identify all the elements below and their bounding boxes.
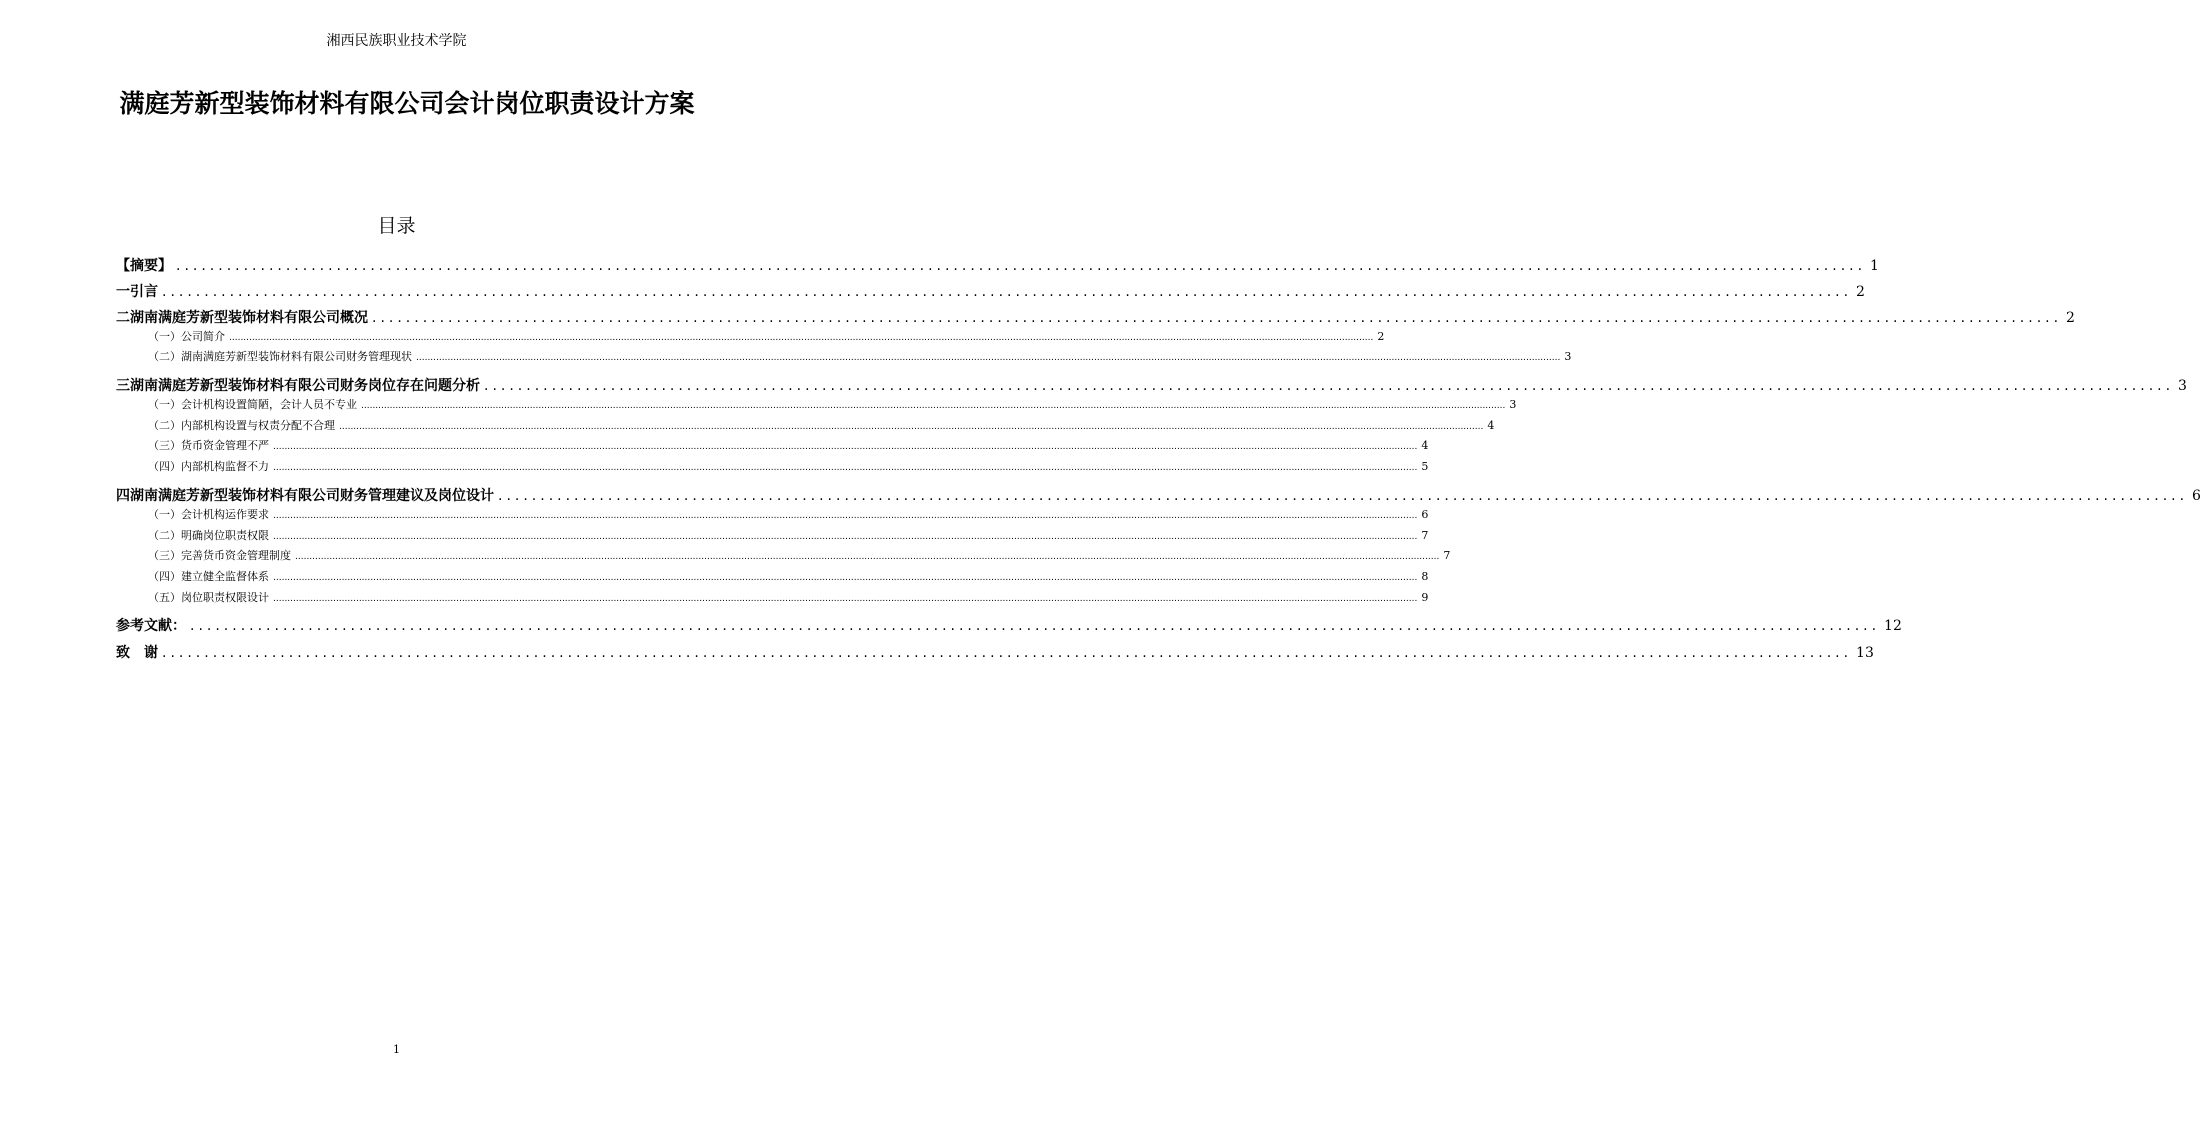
toc-entry-page: 5 (1421, 460, 1429, 473)
toc-entry[interactable] (148, 396, 1517, 412)
toc-entry-label: （一）会计机构设置简陋，会计人员不专业 (148, 398, 357, 411)
toc-leader-dots: ................................................................................................................................................................................................................................................................................................................................................................................................................ (416, 353, 1561, 363)
toc-entry-page: 3 (1564, 350, 1572, 363)
toc-entry-page: 4 (1421, 439, 1429, 452)
toc-leader-dots: ........................................................................................................................................................................................................ (372, 310, 2063, 326)
toc-entry-label: （二）内部机构设置与权责分配不合理 (148, 419, 335, 432)
toc-leader-dots: ................................................................................................................................................................................................................................................................................................................................................................................................................ (273, 532, 1418, 542)
toc-entry-page: 6 (2192, 488, 2201, 504)
toc-leader-dots: ................................................................................................................................................................................................................................................................................................................................................................................................................ (339, 422, 1484, 432)
toc-entry-page: 12 (1884, 618, 1902, 634)
toc-entry-number: 四 (116, 488, 130, 504)
toc-entry[interactable] (116, 255, 1879, 275)
toc-entry-label: 湖南满庭芳新型装饰材料有限公司财务岗位存在问题分析 (130, 378, 480, 394)
toc-entry[interactable] (148, 527, 1429, 543)
toc-entry[interactable] (116, 307, 2075, 327)
toc-entry[interactable] (148, 328, 1385, 344)
toc-entry-page: 3 (1509, 398, 1517, 411)
toc-entry-label: （三）货币资金管理不严 (148, 439, 269, 452)
toc-entry-label: 引言 (130, 284, 158, 300)
page-number: 1 (393, 1043, 400, 1056)
toc-entry-label: 致 谢 (116, 645, 158, 661)
toc-entry-page: 6 (1421, 508, 1429, 521)
toc-entry-label: 【摘要】 (116, 258, 172, 274)
toc-leader-dots: ........................................................................................................................................................................................................ (190, 618, 1881, 634)
toc-entry-label: （三）完善货币资金管理制度 (148, 549, 291, 562)
toc-entry[interactable] (116, 485, 2201, 505)
toc-entry[interactable] (116, 281, 1865, 301)
toc-leader-dots: ........................................................................................................................................................................................................ (176, 258, 1867, 274)
toc-entry[interactable] (148, 506, 1429, 522)
toc-leader-dots: ................................................................................................................................................................................................................................................................................................................................................................................................................ (229, 333, 1374, 343)
toc-leader-dots: ........................................................................................................................................................................................................ (162, 645, 1853, 661)
toc-leader-dots: ........................................................................................................................................................................................................ (498, 488, 2189, 504)
toc-entry-label: （一）公司简介 (148, 330, 225, 343)
toc-entry[interactable] (148, 589, 1429, 605)
toc-leader-dots: ................................................................................................................................................................................................................................................................................................................................................................................................................ (273, 442, 1418, 452)
toc-entry[interactable] (116, 375, 2187, 395)
toc-entry-page: 3 (2178, 378, 2187, 394)
toc-entry-number: 三 (116, 378, 130, 394)
toc-entry[interactable] (148, 458, 1429, 474)
toc-leader-dots: ................................................................................................................................................................................................................................................................................................................................................................................................................ (273, 594, 1418, 604)
toc-entry-label: 湖南满庭芳新型装饰材料有限公司财务管理建议及岗位设计 (130, 488, 494, 504)
toc-entry-page: 7 (1421, 529, 1429, 542)
toc-entry-label: 湖南满庭芳新型装饰材料有限公司概况 (130, 310, 368, 326)
toc-leader-dots: ................................................................................................................................................................................................................................................................................................................................................................................................................ (273, 511, 1418, 521)
toc-entry-page: 7 (1443, 549, 1451, 562)
toc-entry[interactable] (116, 615, 1902, 635)
toc-entry-page: 13 (1856, 645, 1874, 661)
toc-entry[interactable] (148, 437, 1429, 453)
toc-heading: 目录 (377, 215, 416, 237)
toc-entry-label: （二）湖南满庭芳新型装饰材料有限公司财务管理现状 (148, 350, 412, 363)
toc-leader-dots: ........................................................................................................................................................................................................ (162, 284, 1853, 300)
toc-entry-label: 参考文献： (116, 618, 186, 634)
toc-entry-number: 一 (116, 284, 130, 300)
toc-entry-label: （一）会计机构运作要求 (148, 508, 269, 521)
toc-entry-page: 2 (1377, 330, 1385, 343)
toc-entry-page: 9 (1421, 591, 1429, 604)
toc-entry-label: （二）明确岗位职责权限 (148, 529, 269, 542)
page-header: 湘西民族职业技术学院 (326, 33, 467, 49)
toc-entry-page: 2 (2066, 310, 2075, 326)
toc-entry-page: 4 (1487, 419, 1495, 432)
toc-entry[interactable] (148, 568, 1429, 584)
toc-leader-dots: ................................................................................................................................................................................................................................................................................................................................................................................................................ (273, 573, 1418, 583)
toc-leader-dots: ................................................................................................................................................................................................................................................................................................................................................................................................................ (295, 552, 1440, 562)
toc-entry[interactable] (148, 417, 1495, 433)
toc-entry[interactable] (148, 348, 1572, 364)
toc-entry[interactable] (148, 547, 1451, 563)
toc-entry-number: 二 (116, 310, 130, 326)
toc-entry[interactable] (116, 642, 1874, 662)
toc-entry-page: 1 (1870, 258, 1879, 274)
toc-entry-label: （五）岗位职责权限设计 (148, 591, 269, 604)
toc-entry-page: 8 (1421, 570, 1429, 583)
toc-leader-dots: ................................................................................................................................................................................................................................................................................................................................................................................................................ (361, 401, 1506, 411)
toc-leader-dots: ........................................................................................................................................................................................................ (484, 378, 2175, 394)
toc-entry-label: （四）建立健全监督体系 (148, 570, 269, 583)
toc-entry-page: 2 (1856, 284, 1865, 300)
toc-leader-dots: ................................................................................................................................................................................................................................................................................................................................................................................................................ (273, 463, 1418, 473)
document-title: 满庭芳新型装饰材料有限公司会计岗位职责设计方案 (119, 89, 695, 118)
toc-entry-label: （四）内部机构监督不力 (148, 460, 269, 473)
